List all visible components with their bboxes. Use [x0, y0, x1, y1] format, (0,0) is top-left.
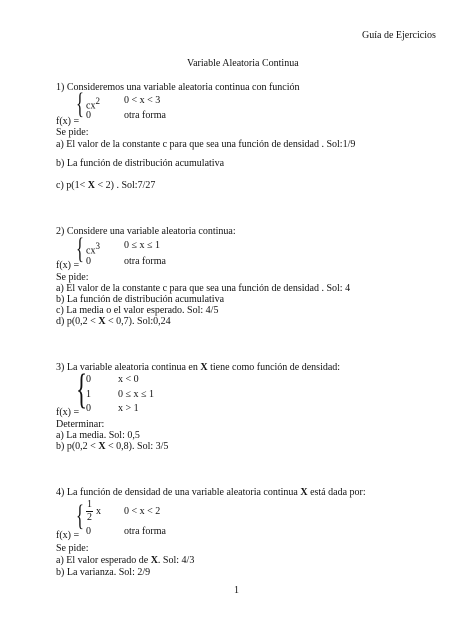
ex2-brace: { [76, 232, 84, 265]
ex1-f-label: f(x) = [56, 116, 80, 127]
ex3-determinar: Determinar: [56, 419, 105, 430]
ex4-fraction [86, 500, 93, 523]
ex4-b: b) La varianza. Sol: 2/9 [56, 567, 151, 578]
ex4-pide: Se pide: [56, 543, 89, 554]
ex4-frac-num: 1 [87, 499, 92, 510]
ex2-case2-expr: 0 [86, 256, 91, 267]
ex3-case3-cond: x > 1 [118, 403, 139, 414]
ex2-f-label: f(x) = [56, 260, 80, 271]
ex4-case1-var: x [96, 506, 101, 517]
ex1-pide: Se pide: [56, 127, 89, 138]
ex2-a: a) El valor de la constante c para que sea una función de densidad . Sol: 4 [56, 283, 351, 294]
ex4-case2-cond: otra forma [124, 526, 166, 537]
ex2-case1-cond: 0 ≤ x ≤ 1 [124, 240, 160, 251]
ex1-c: c) p(1< X < 2) . Sol:7/27 [56, 180, 156, 191]
ex1-b: b) La función de distribución acumulativa [56, 158, 225, 169]
ex3-case3-expr: 0 [86, 403, 91, 414]
ex1-case2-cond: otra forma [124, 110, 166, 121]
ex2-pide: Se pide: [56, 272, 89, 283]
ex4-f-label: f(x) = [56, 530, 80, 541]
ex3-case1-expr: 0 [86, 374, 91, 385]
guide-title: Guía de Ejercicios [362, 30, 436, 41]
page-number: 1 [234, 585, 239, 596]
ex3-b: b) p(0,2 < X < 0,8). Sol: 3/5 [56, 441, 169, 452]
ex4-case2-expr: 0 [86, 526, 91, 537]
ex3-brace: { [76, 367, 88, 413]
ex4-case1-cond: 0 < x < 2 [124, 506, 161, 517]
ex2-case2-cond: otra forma [124, 256, 166, 267]
ex1-intro: 1) Consideremos una variable aleatoria continua con función [56, 82, 300, 93]
ex1-case1-cond: 0 < x < 3 [124, 95, 161, 106]
ex3-a: a) La media. Sol: 0,5 [56, 430, 140, 441]
ex4-brace: { [76, 499, 84, 532]
ex1-case1-expr: $cx^2$ [86, 96, 100, 112]
ex1-brace: { [76, 87, 84, 120]
ex2-d: d) p(0,2 < X < 0,7). Sol:0,24 [56, 316, 171, 327]
document-title: Variable Aleatoria Continua [187, 58, 299, 69]
ex4-frac-den: 2 [87, 512, 92, 523]
ex2-b: b) La función de distribución acumulativa [56, 294, 225, 305]
ex3-case2-cond: 0 ≤ x ≤ 1 [118, 389, 154, 400]
ex3-case2-expr: 1 [86, 389, 91, 400]
ex2-intro: 2) Considere una variable aleatoria continua: [56, 226, 236, 237]
ex3-intro: 3) La variable aleatoria continua en X tiene como función de densidad: [56, 362, 341, 373]
ex2-c: c) La media o el valor esperado. Sol: 4/5 [56, 305, 219, 316]
ex3-f-label: f(x) = [56, 407, 80, 418]
ex1-case2-expr: 0 [86, 110, 91, 121]
ex4-intro: 4) La función de densidad de una variable aleatoria continua X está dada por: [56, 487, 366, 498]
ex3-case1-cond: x < 0 [118, 374, 139, 385]
ex2-case1-expr: $cx^3$ [86, 241, 100, 257]
ex4-a: a) El valor esperado de X. Sol: 4/3 [56, 555, 195, 566]
ex1-a: a) El valor de la constante c para que sea una función de densidad . Sol:1/9 [56, 139, 356, 150]
